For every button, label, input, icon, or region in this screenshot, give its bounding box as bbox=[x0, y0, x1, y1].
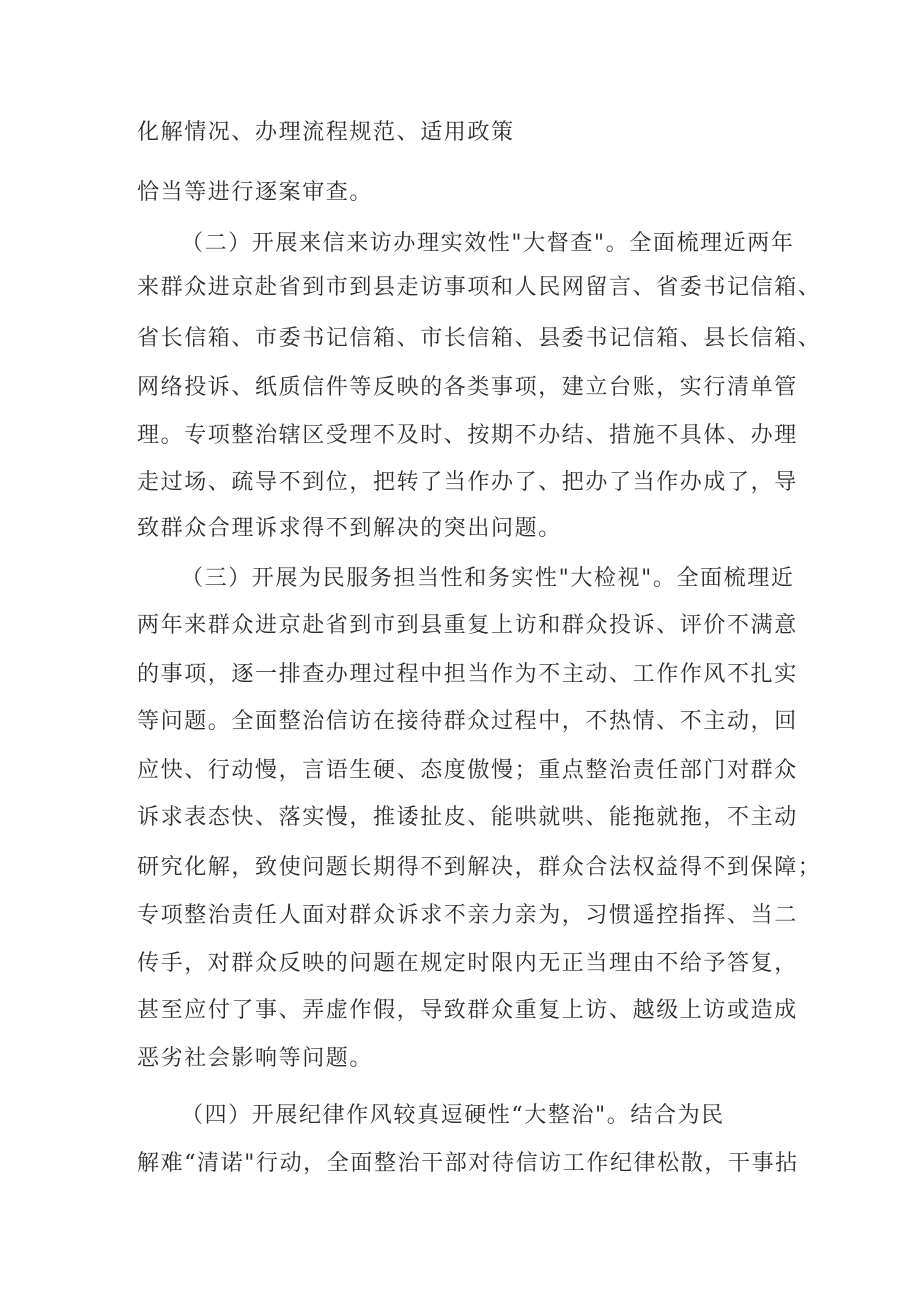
text-line-12: 的事项，逐一排查办理过程中担当作为不主动、工作作风不扎实 bbox=[137, 662, 798, 687]
text-line-1: 化解情况、办理流程规范、适用政策 bbox=[137, 120, 515, 145]
text-line-9: 致群众合理诉求得不到解决的突出问题。 bbox=[137, 516, 562, 541]
text-line-6: 网络投诉、纸质信件等反映的各类事项，建立台账，实行清单管 bbox=[137, 375, 798, 400]
text-line-2: 恰当等进行逐案审查。 bbox=[137, 180, 374, 205]
text-line-13: 等问题。全面整治信访在接待群众过程中，不热情、不主动，回 bbox=[137, 709, 798, 734]
text-line-17: 专项整治责任人面对群众诉求不亲力亲为，习惯遥控指挥、当二 bbox=[137, 903, 798, 928]
text-line-4: 来群众进京赴省到市到县走访事项和人民网留言、省委书记信箱、 bbox=[137, 275, 822, 300]
text-line-18: 传手，对群众反映的问题在规定时限内无正当理由不给予答复， bbox=[137, 951, 798, 976]
text-line-7: 理。专项整治辖区受理不及时、按期不办结、措施不具体、办理 bbox=[137, 423, 798, 448]
text-line-16: 研究化解，致使问题长期得不到解决，群众合法权益得不到保障； bbox=[137, 855, 822, 880]
text-line-20: 恶劣社会影响等问题。 bbox=[137, 1046, 374, 1071]
text-line-22: 解难“清诺"行动，全面整治干部对待信访工作纪律松散，干事拈 bbox=[137, 1151, 799, 1176]
text-line-8: 走过场、疏导不到位，把转了当作办了、把办了当作办成了，导 bbox=[137, 470, 798, 495]
section-3-heading-line: （三）开展为民服务担当性和务实性"大检视"。全面梳理近 bbox=[181, 566, 795, 591]
section-4-heading-line: （四）开展纪律作风较真逗硬性“大整治"。结合为民 bbox=[181, 1103, 725, 1128]
text-line-19: 甚至应付了事、弄虚作假，导致群众重复上访、越级上访或造成 bbox=[137, 998, 798, 1023]
section-2-heading-line: （二）开展来信来访办理实效性"大督查"。全面梳理近两年 bbox=[181, 231, 795, 256]
text-line-14: 应快、行动慢，言语生硬、态度傲慢；重点整治责任部门对群众 bbox=[137, 758, 798, 783]
text-line-15: 诉求表态快、落实慢，推诿扯皮、能哄就哄、能拖就拖，不主动 bbox=[137, 805, 798, 830]
text-line-11: 两年来群众进京赴省到市到县重复上访和群众投诉、评价不满意 bbox=[137, 613, 798, 638]
text-line-5: 省长信箱、市委书记信箱、市长信箱、县委书记信箱、县长信箱、 bbox=[137, 326, 822, 351]
